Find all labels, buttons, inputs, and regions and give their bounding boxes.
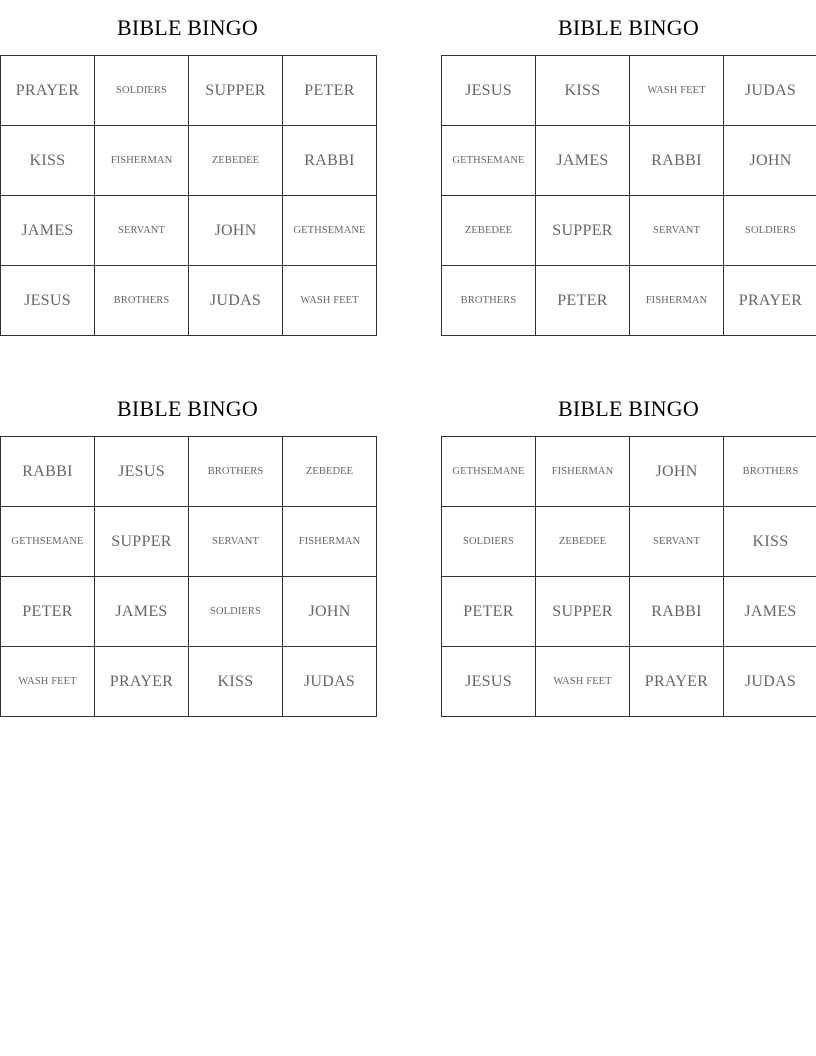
bingo-cell: JUDAS bbox=[283, 647, 377, 717]
bingo-cell: FISHERMAN bbox=[630, 266, 724, 336]
bingo-card-2 bbox=[441, 12, 816, 309]
bingo-cell: SERVANT bbox=[95, 196, 189, 266]
bingo-cell: GETHSEMANE bbox=[283, 196, 377, 266]
bingo-cell: SOLDIERS bbox=[724, 196, 816, 266]
bingo-cell: JUDAS bbox=[724, 56, 816, 126]
bingo-cell: JOHN bbox=[630, 437, 724, 507]
card-title: BIBLE BINGO bbox=[558, 15, 699, 40]
grid-row bbox=[1, 266, 377, 336]
bingo-cell: PRAYER bbox=[724, 266, 816, 336]
bingo-cell: SUPPER bbox=[536, 577, 630, 647]
bingo-grid bbox=[0, 436, 377, 717]
bingo-cell: FISHERMAN bbox=[283, 507, 377, 577]
bingo-grid bbox=[441, 436, 816, 717]
bingo-grid bbox=[0, 55, 377, 336]
bingo-cell: KISS bbox=[189, 647, 283, 717]
bingo-cell: RABBI bbox=[630, 577, 724, 647]
bingo-cell: GETHSEMANE bbox=[442, 126, 536, 196]
bingo-cell: JESUS bbox=[442, 56, 536, 126]
bingo-cell: JOHN bbox=[724, 126, 816, 196]
bingo-cell: PETER bbox=[1, 577, 95, 647]
bingo-cell: GETHSEMANE bbox=[442, 437, 536, 507]
grid-row bbox=[442, 437, 816, 507]
bingo-cell: WASH FEET bbox=[1, 647, 95, 717]
bingo-cell: SOLDIERS bbox=[442, 507, 536, 577]
grid-row bbox=[442, 196, 816, 266]
grid-row bbox=[442, 126, 816, 196]
bingo-cell: JAMES bbox=[536, 126, 630, 196]
bingo-cell: BROTHERS bbox=[95, 266, 189, 336]
bingo-cell: WASH FEET bbox=[536, 647, 630, 717]
bingo-cell: SERVANT bbox=[630, 196, 724, 266]
bingo-grid bbox=[441, 55, 816, 336]
card-title: BIBLE BINGO bbox=[117, 396, 258, 421]
bingo-cell: BROTHERS bbox=[442, 266, 536, 336]
bingo-cell: WASH FEET bbox=[630, 56, 724, 126]
bingo-cell: SUPPER bbox=[189, 56, 283, 126]
bingo-cell: FISHERMAN bbox=[536, 437, 630, 507]
bingo-cell: JUDAS bbox=[189, 266, 283, 336]
grid-row bbox=[1, 647, 377, 717]
bingo-cell: JOHN bbox=[283, 577, 377, 647]
grid-row bbox=[1, 56, 377, 126]
bingo-cell: JESUS bbox=[1, 266, 95, 336]
grid-row bbox=[1, 507, 377, 577]
bingo-cell: PRAYER bbox=[95, 647, 189, 717]
bingo-cell: ZEBEDEE bbox=[442, 196, 536, 266]
bingo-cell: SERVANT bbox=[189, 507, 283, 577]
bingo-card-1 bbox=[0, 12, 375, 309]
card-title: BIBLE BINGO bbox=[117, 15, 258, 40]
bingo-cell: SERVANT bbox=[630, 507, 724, 577]
bingo-cell: KISS bbox=[536, 56, 630, 126]
bingo-card-3 bbox=[0, 393, 375, 690]
bingo-cell: ZEBEDEE bbox=[189, 126, 283, 196]
grid-row bbox=[442, 577, 816, 647]
bingo-cell: RABBI bbox=[1, 437, 95, 507]
bingo-cell: KISS bbox=[1, 126, 95, 196]
card-title: BIBLE BINGO bbox=[558, 396, 699, 421]
bingo-cell: RABBI bbox=[283, 126, 377, 196]
grid-row bbox=[1, 577, 377, 647]
grid-row bbox=[442, 56, 816, 126]
grid-row bbox=[442, 507, 816, 577]
bingo-cell: JAMES bbox=[1, 196, 95, 266]
bingo-cell: JUDAS bbox=[724, 647, 816, 717]
bingo-cell: PRAYER bbox=[630, 647, 724, 717]
bingo-cell: SOLDIERS bbox=[95, 56, 189, 126]
bingo-cell: PETER bbox=[536, 266, 630, 336]
bingo-cell: SUPPER bbox=[95, 507, 189, 577]
bingo-cell: KISS bbox=[724, 507, 816, 577]
bingo-cell: RABBI bbox=[630, 126, 724, 196]
bingo-cell: JESUS bbox=[442, 647, 536, 717]
bingo-cell: ZEBEDEE bbox=[536, 507, 630, 577]
bingo-cell: PRAYER bbox=[1, 56, 95, 126]
bingo-cell: PETER bbox=[442, 577, 536, 647]
bingo-cell: FISHERMAN bbox=[95, 126, 189, 196]
bingo-cell: ZEBEDEE bbox=[283, 437, 377, 507]
bingo-cell: JAMES bbox=[724, 577, 816, 647]
bingo-card-4 bbox=[441, 393, 816, 690]
bingo-cell: SOLDIERS bbox=[189, 577, 283, 647]
bingo-cell: SUPPER bbox=[536, 196, 630, 266]
grid-row bbox=[1, 437, 377, 507]
bingo-cell: GETHSEMANE bbox=[1, 507, 95, 577]
grid-row bbox=[1, 196, 377, 266]
grid-row bbox=[1, 126, 377, 196]
bingo-cell: BROTHERS bbox=[189, 437, 283, 507]
bingo-cell: BROTHERS bbox=[724, 437, 816, 507]
bingo-cell: WASH FEET bbox=[283, 266, 377, 336]
grid-row bbox=[442, 647, 816, 717]
bingo-cell: JOHN bbox=[189, 196, 283, 266]
bingo-cell: JESUS bbox=[95, 437, 189, 507]
bingo-cell: PETER bbox=[283, 56, 377, 126]
grid-row bbox=[442, 266, 816, 336]
bingo-cell: JAMES bbox=[95, 577, 189, 647]
